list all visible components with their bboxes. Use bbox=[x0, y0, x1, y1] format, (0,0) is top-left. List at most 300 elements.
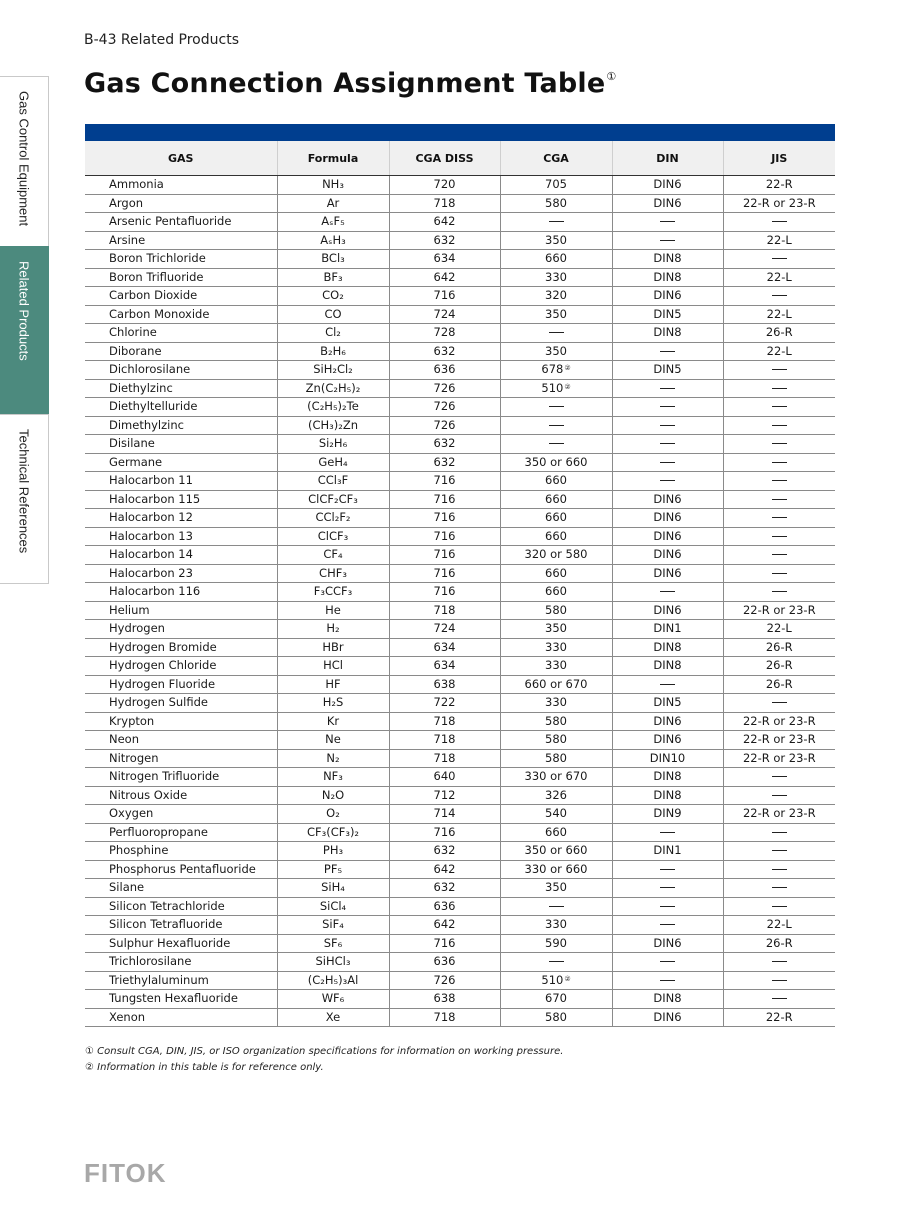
tab-label: Related Products bbox=[16, 261, 32, 361]
jis-cell bbox=[723, 860, 835, 879]
cga-diss-cell: 716 bbox=[389, 287, 500, 306]
formula-cell: SF₆ bbox=[277, 934, 389, 953]
gas-cell: Nitrogen bbox=[85, 749, 277, 768]
cga-cell: 580 bbox=[500, 712, 612, 731]
dash-mark bbox=[660, 443, 675, 444]
formula-cell: Cl₂ bbox=[277, 324, 389, 343]
jis-cell bbox=[723, 971, 835, 990]
formula-cell: F₃CCF₃ bbox=[277, 583, 389, 602]
dash-mark bbox=[772, 295, 787, 296]
formula-cell: Si₂H₆ bbox=[277, 435, 389, 454]
formula-cell: Kr bbox=[277, 712, 389, 731]
din-cell: DIN5 bbox=[612, 694, 723, 713]
jis-cell bbox=[723, 564, 835, 583]
din-cell: DIN6 bbox=[612, 527, 723, 546]
jis-cell bbox=[723, 416, 835, 435]
dash-mark bbox=[772, 998, 787, 999]
dash-mark bbox=[549, 406, 564, 407]
cga-diss-cell: 716 bbox=[389, 583, 500, 602]
jis-cell: 22-L bbox=[723, 916, 835, 935]
cga-diss-cell: 716 bbox=[389, 490, 500, 509]
din-cell: DIN6 bbox=[612, 712, 723, 731]
cga-cell: 510② bbox=[500, 379, 612, 398]
jis-cell bbox=[723, 398, 835, 417]
jis-cell: 22-L bbox=[723, 620, 835, 639]
table-row bbox=[85, 675, 835, 694]
gas-cell: Triethylaluminum bbox=[85, 971, 277, 990]
din-cell bbox=[612, 916, 723, 935]
table-row bbox=[85, 934, 835, 953]
table-row bbox=[85, 749, 835, 768]
cga-diss-cell: 716 bbox=[389, 509, 500, 528]
din-cell bbox=[612, 231, 723, 250]
cga-cell: 660 bbox=[500, 472, 612, 491]
table-row bbox=[85, 657, 835, 676]
dash-mark bbox=[772, 443, 787, 444]
formula-cell: BF₃ bbox=[277, 268, 389, 287]
din-cell bbox=[612, 342, 723, 361]
din-cell: DIN6 bbox=[612, 731, 723, 750]
table-row bbox=[85, 361, 835, 380]
table-row bbox=[85, 472, 835, 491]
table-row bbox=[85, 564, 835, 583]
table-row bbox=[85, 453, 835, 472]
gas-cell: Krypton bbox=[85, 712, 277, 731]
jis-cell bbox=[723, 879, 835, 898]
dash-mark bbox=[772, 406, 787, 407]
din-cell: DIN8 bbox=[612, 250, 723, 269]
jis-cell: 26-R bbox=[723, 675, 835, 694]
din-cell: DIN8 bbox=[612, 990, 723, 1009]
cga-cell: 350 or 660 bbox=[500, 842, 612, 861]
dash-mark bbox=[772, 961, 787, 962]
jis-cell: 22-R bbox=[723, 176, 835, 195]
cga-diss-cell: 716 bbox=[389, 934, 500, 953]
jis-cell bbox=[723, 379, 835, 398]
page-label: B-43 Related Products bbox=[84, 32, 239, 48]
jis-cell bbox=[723, 213, 835, 232]
cga-cell: 350 or 660 bbox=[500, 453, 612, 472]
jis-cell: 22-L bbox=[723, 268, 835, 287]
jis-cell bbox=[723, 786, 835, 805]
tab-gas-control-equipment[interactable] bbox=[0, 76, 49, 246]
dash-mark bbox=[772, 221, 787, 222]
dash-mark bbox=[660, 924, 675, 925]
formula-cell: AₛF₅ bbox=[277, 213, 389, 232]
dash-mark bbox=[660, 906, 675, 907]
gas-cell: Boron Trichloride bbox=[85, 250, 277, 269]
gas-cell: Perfluoropropane bbox=[85, 823, 277, 842]
table-row bbox=[85, 731, 835, 750]
cga-diss-cell: 720 bbox=[389, 176, 500, 195]
table-row bbox=[85, 527, 835, 546]
dash-mark bbox=[660, 388, 675, 389]
jis-cell bbox=[723, 250, 835, 269]
cga-cell: 330 bbox=[500, 268, 612, 287]
dash-mark bbox=[660, 406, 675, 407]
jis-cell bbox=[723, 953, 835, 972]
cga-diss-cell: 640 bbox=[389, 768, 500, 787]
footnote-2: ② Information in this table is for reference only. bbox=[85, 1062, 324, 1073]
dash-mark bbox=[772, 425, 787, 426]
jis-cell bbox=[723, 527, 835, 546]
dash-mark bbox=[660, 869, 675, 870]
column-header-din: DIN bbox=[612, 141, 723, 176]
dash-mark bbox=[549, 906, 564, 907]
dash-mark bbox=[660, 980, 675, 981]
formula-cell: (C₂H₅)₃Al bbox=[277, 971, 389, 990]
din-cell: DIN5 bbox=[612, 361, 723, 380]
footnotes bbox=[85, 1044, 563, 1076]
jis-cell bbox=[723, 490, 835, 509]
formula-cell: B₂H₆ bbox=[277, 342, 389, 361]
gas-cell: Xenon bbox=[85, 1008, 277, 1027]
cga-cell: 320 bbox=[500, 287, 612, 306]
dash-mark bbox=[772, 388, 787, 389]
formula-cell: (C₂H₅)₂Te bbox=[277, 398, 389, 417]
formula-cell: AₛH₃ bbox=[277, 231, 389, 250]
dash-mark bbox=[772, 480, 787, 481]
table-row bbox=[85, 916, 835, 935]
din-cell: DIN6 bbox=[612, 546, 723, 565]
table-row bbox=[85, 176, 835, 195]
table-row bbox=[85, 546, 835, 565]
table-row bbox=[85, 786, 835, 805]
cga-diss-cell: 718 bbox=[389, 749, 500, 768]
din-cell bbox=[612, 583, 723, 602]
din-cell bbox=[612, 953, 723, 972]
cga-cell: 330 bbox=[500, 694, 612, 713]
din-cell: DIN6 bbox=[612, 490, 723, 509]
din-cell: DIN8 bbox=[612, 768, 723, 787]
gas-cell: Dichlorosilane bbox=[85, 361, 277, 380]
gas-cell: Dimethylzinc bbox=[85, 416, 277, 435]
formula-cell: PH₃ bbox=[277, 842, 389, 861]
gas-cell: Sulphur Hexafluoride bbox=[85, 934, 277, 953]
table-row bbox=[85, 712, 835, 731]
formula-cell: He bbox=[277, 601, 389, 620]
jis-cell bbox=[723, 694, 835, 713]
cga-diss-cell: 718 bbox=[389, 1008, 500, 1027]
din-cell bbox=[612, 435, 723, 454]
table-row bbox=[85, 398, 835, 417]
cga-cell: 580 bbox=[500, 194, 612, 213]
cga-cell bbox=[500, 213, 612, 232]
cga-cell: 670 bbox=[500, 990, 612, 1009]
cga-diss-cell: 718 bbox=[389, 601, 500, 620]
gas-cell: Ammonia bbox=[85, 176, 277, 195]
jis-cell bbox=[723, 768, 835, 787]
gas-cell: Diethylzinc bbox=[85, 379, 277, 398]
gas-cell: Halocarbon 14 bbox=[85, 546, 277, 565]
cga-cell: 580 bbox=[500, 1008, 612, 1027]
table-row bbox=[85, 250, 835, 269]
jis-cell bbox=[723, 287, 835, 306]
table-row bbox=[85, 435, 835, 454]
din-cell: DIN5 bbox=[612, 305, 723, 324]
formula-cell: PF₅ bbox=[277, 860, 389, 879]
dash-mark bbox=[772, 554, 787, 555]
dash-mark bbox=[660, 462, 675, 463]
cga-cell: 350 bbox=[500, 231, 612, 250]
gas-cell: Halocarbon 12 bbox=[85, 509, 277, 528]
column-header-formula: Formula bbox=[277, 141, 389, 176]
din-cell bbox=[612, 879, 723, 898]
dash-mark bbox=[772, 795, 787, 796]
formula-cell: (CH₃)₂Zn bbox=[277, 416, 389, 435]
gas-cell: Phosphine bbox=[85, 842, 277, 861]
jis-cell: 22-R or 23-R bbox=[723, 712, 835, 731]
table-row bbox=[85, 583, 835, 602]
cga-cell: 660 bbox=[500, 564, 612, 583]
cga-cell: 660 bbox=[500, 583, 612, 602]
dash-mark bbox=[660, 240, 675, 241]
cga-diss-cell: 726 bbox=[389, 379, 500, 398]
cga-diss-cell: 636 bbox=[389, 953, 500, 972]
dash-mark bbox=[549, 425, 564, 426]
din-cell: DIN6 bbox=[612, 287, 723, 306]
jis-cell bbox=[723, 509, 835, 528]
dash-mark bbox=[772, 258, 787, 259]
dash-mark bbox=[772, 517, 787, 518]
cga-diss-cell: 636 bbox=[389, 897, 500, 916]
formula-cell: Zn(C₂H₅)₂ bbox=[277, 379, 389, 398]
jis-cell: 22-R or 23-R bbox=[723, 805, 835, 824]
cga-cell bbox=[500, 953, 612, 972]
cga-diss-cell: 718 bbox=[389, 194, 500, 213]
dash-mark bbox=[772, 591, 787, 592]
column-header-cga: CGA bbox=[500, 141, 612, 176]
cga-cell: 330 or 660 bbox=[500, 860, 612, 879]
din-cell bbox=[612, 213, 723, 232]
formula-cell: SiH₂Cl₂ bbox=[277, 361, 389, 380]
gas-cell: Hydrogen Bromide bbox=[85, 638, 277, 657]
din-cell bbox=[612, 379, 723, 398]
dash-mark bbox=[772, 462, 787, 463]
table-row bbox=[85, 768, 835, 787]
gas-cell: Silicon Tetrafluoride bbox=[85, 916, 277, 935]
cga-cell bbox=[500, 897, 612, 916]
table-row bbox=[85, 879, 835, 898]
cga-diss-cell: 726 bbox=[389, 971, 500, 990]
cga-diss-cell: 634 bbox=[389, 250, 500, 269]
tab-label: Gas Control Equipment bbox=[16, 91, 32, 227]
cga-cell: 580 bbox=[500, 749, 612, 768]
dash-mark bbox=[660, 887, 675, 888]
page-title-text: Gas Connection Assignment Table bbox=[84, 68, 606, 99]
cga-diss-cell: 634 bbox=[389, 638, 500, 657]
table-row bbox=[85, 509, 835, 528]
jis-cell bbox=[723, 435, 835, 454]
dash-mark bbox=[772, 850, 787, 851]
din-cell: DIN6 bbox=[612, 509, 723, 528]
cga-cell: 705 bbox=[500, 176, 612, 195]
formula-cell: N₂O bbox=[277, 786, 389, 805]
dash-mark bbox=[660, 425, 675, 426]
tab-related-products[interactable] bbox=[0, 246, 49, 414]
title-note-mark: ① bbox=[606, 70, 617, 83]
cga-diss-cell: 632 bbox=[389, 879, 500, 898]
cga-cell: 540 bbox=[500, 805, 612, 824]
dash-mark bbox=[772, 369, 787, 370]
din-cell bbox=[612, 897, 723, 916]
cga-cell: 320 or 580 bbox=[500, 546, 612, 565]
gas-cell: Silicon Tetrachloride bbox=[85, 897, 277, 916]
dash-mark bbox=[660, 591, 675, 592]
table-row bbox=[85, 990, 835, 1009]
cga-diss-cell: 724 bbox=[389, 620, 500, 639]
formula-cell: HF bbox=[277, 675, 389, 694]
cga-diss-cell: 714 bbox=[389, 805, 500, 824]
jis-cell: 22-R bbox=[723, 1008, 835, 1027]
table-row bbox=[85, 1008, 835, 1027]
dash-mark bbox=[549, 443, 564, 444]
cga-diss-cell: 632 bbox=[389, 231, 500, 250]
cga-cell: 326 bbox=[500, 786, 612, 805]
gas-cell: Germane bbox=[85, 453, 277, 472]
din-cell: DIN6 bbox=[612, 934, 723, 953]
din-cell: DIN1 bbox=[612, 842, 723, 861]
jis-cell: 22-L bbox=[723, 305, 835, 324]
formula-cell: CO bbox=[277, 305, 389, 324]
formula-cell: BCl₃ bbox=[277, 250, 389, 269]
dash-mark bbox=[772, 776, 787, 777]
cga-cell: 510② bbox=[500, 971, 612, 990]
din-cell: DIN6 bbox=[612, 564, 723, 583]
cga-cell: 660 bbox=[500, 250, 612, 269]
din-cell: DIN8 bbox=[612, 657, 723, 676]
cga-cell bbox=[500, 435, 612, 454]
dash-mark bbox=[660, 832, 675, 833]
footnote-mark: ② bbox=[564, 364, 571, 373]
table-row bbox=[85, 416, 835, 435]
cga-cell: 660 bbox=[500, 490, 612, 509]
footnote-mark: ② bbox=[564, 382, 571, 391]
jis-cell: 22-R or 23-R bbox=[723, 601, 835, 620]
jis-cell bbox=[723, 823, 835, 842]
cga-diss-cell: 716 bbox=[389, 564, 500, 583]
gas-cell: Silane bbox=[85, 879, 277, 898]
formula-cell: O₂ bbox=[277, 805, 389, 824]
jis-cell bbox=[723, 842, 835, 861]
jis-cell bbox=[723, 990, 835, 1009]
din-cell bbox=[612, 675, 723, 694]
jis-cell: 22-R or 23-R bbox=[723, 194, 835, 213]
gas-cell: Oxygen bbox=[85, 805, 277, 824]
table-row bbox=[85, 305, 835, 324]
cga-cell: 350 bbox=[500, 879, 612, 898]
gas-cell: Arsine bbox=[85, 231, 277, 250]
cga-diss-cell: 642 bbox=[389, 268, 500, 287]
jis-cell bbox=[723, 583, 835, 602]
din-cell: DIN6 bbox=[612, 601, 723, 620]
table-row bbox=[85, 268, 835, 287]
dash-mark bbox=[772, 499, 787, 500]
dash-mark bbox=[772, 887, 787, 888]
din-cell: DIN10 bbox=[612, 749, 723, 768]
formula-cell: Ne bbox=[277, 731, 389, 750]
tab-technical-references[interactable] bbox=[0, 414, 49, 584]
cga-diss-cell: 638 bbox=[389, 675, 500, 694]
cga-diss-cell: 632 bbox=[389, 435, 500, 454]
table-row bbox=[85, 287, 835, 306]
cga-diss-cell: 722 bbox=[389, 694, 500, 713]
gas-cell: Trichlorosilane bbox=[85, 953, 277, 972]
din-cell: DIN9 bbox=[612, 805, 723, 824]
gas-cell: Helium bbox=[85, 601, 277, 620]
cga-diss-cell: 716 bbox=[389, 527, 500, 546]
jis-cell bbox=[723, 897, 835, 916]
cga-diss-cell: 724 bbox=[389, 305, 500, 324]
cga-diss-cell: 638 bbox=[389, 990, 500, 1009]
table-row bbox=[85, 897, 835, 916]
formula-cell: N₂ bbox=[277, 749, 389, 768]
jis-cell: 26-R bbox=[723, 638, 835, 657]
dash-mark bbox=[660, 351, 675, 352]
table-header-bar bbox=[85, 124, 835, 141]
din-cell: DIN6 bbox=[612, 176, 723, 195]
gas-cell: Halocarbon 11 bbox=[85, 472, 277, 491]
tab-label: Technical References bbox=[16, 429, 32, 554]
gas-cell: Carbon Dioxide bbox=[85, 287, 277, 306]
gas-cell: Nitrogen Trifluoride bbox=[85, 768, 277, 787]
formula-cell: CO₂ bbox=[277, 287, 389, 306]
formula-cell: CHF₃ bbox=[277, 564, 389, 583]
din-cell: DIN8 bbox=[612, 324, 723, 343]
cga-diss-cell: 716 bbox=[389, 546, 500, 565]
din-cell: DIN8 bbox=[612, 268, 723, 287]
dash-mark bbox=[772, 702, 787, 703]
din-cell bbox=[612, 823, 723, 842]
din-cell bbox=[612, 971, 723, 990]
formula-cell: ClCF₂CF₃ bbox=[277, 490, 389, 509]
formula-cell: H₂S bbox=[277, 694, 389, 713]
din-cell bbox=[612, 398, 723, 417]
jis-cell bbox=[723, 361, 835, 380]
formula-cell: CCl₃F bbox=[277, 472, 389, 491]
dash-mark bbox=[772, 980, 787, 981]
formula-cell: CF₄ bbox=[277, 546, 389, 565]
din-cell: DIN8 bbox=[612, 786, 723, 805]
cga-cell: 350 bbox=[500, 620, 612, 639]
jis-cell bbox=[723, 472, 835, 491]
cga-cell: 350 bbox=[500, 305, 612, 324]
cga-cell: 580 bbox=[500, 601, 612, 620]
formula-cell: SiCl₄ bbox=[277, 897, 389, 916]
cga-diss-cell: 718 bbox=[389, 731, 500, 750]
table-row bbox=[85, 842, 835, 861]
cga-cell: 660 bbox=[500, 823, 612, 842]
table-row bbox=[85, 231, 835, 250]
gas-cell: Hydrogen Sulfide bbox=[85, 694, 277, 713]
table-row bbox=[85, 638, 835, 657]
gas-cell: Halocarbon 23 bbox=[85, 564, 277, 583]
cga-cell: 660 or 670 bbox=[500, 675, 612, 694]
dash-mark bbox=[660, 684, 675, 685]
dash-mark bbox=[549, 332, 564, 333]
cga-diss-cell: 636 bbox=[389, 361, 500, 380]
table-row bbox=[85, 194, 835, 213]
cga-cell: 660 bbox=[500, 527, 612, 546]
dash-mark bbox=[772, 906, 787, 907]
table-row bbox=[85, 823, 835, 842]
cga-cell: 580 bbox=[500, 731, 612, 750]
table-row bbox=[85, 324, 835, 343]
dash-mark bbox=[772, 832, 787, 833]
cga-cell bbox=[500, 324, 612, 343]
table-row bbox=[85, 213, 835, 232]
formula-cell: Ar bbox=[277, 194, 389, 213]
